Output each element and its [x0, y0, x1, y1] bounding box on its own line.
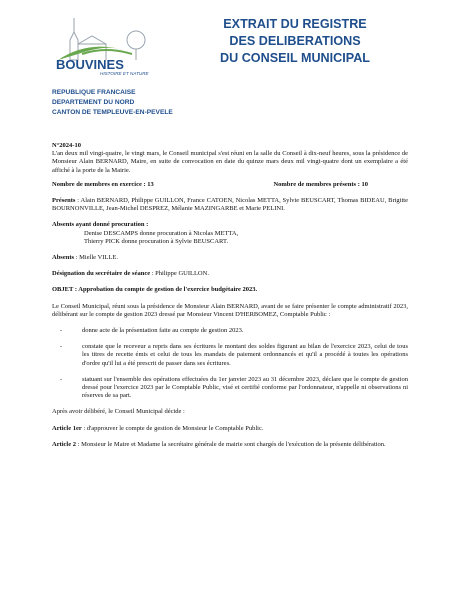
- logo-tagline: HISTOIRE ET NATURE: [100, 71, 149, 76]
- absents-text: : Mielle VILLE.: [74, 254, 118, 262]
- article-1: [52, 425, 408, 433]
- secretaire-label: Désignation du secrétaire de séance: [52, 270, 151, 278]
- presents-text: : Alain BERNARD, Philippe GUILLON, France CATOEN, Nicolas METTA, Sylvie BEUSCART, Thomas BIDEAU, Brigitte BOURNONVILLE, Jean-Michel DESPREZ, Mélanie MAZINGARBE et Marie PELINI.: [52, 197, 408, 213]
- title-line-3: DU CONSEIL MUNICIPAL: [220, 51, 370, 65]
- article-2-label: Article 2: [52, 440, 77, 448]
- bullet-text-1: donne acte de la présentation faite au compte de gestion 2023.: [82, 327, 244, 335]
- members-presents: Nombre de membres présents : 10: [273, 180, 368, 188]
- list-item: [52, 343, 408, 368]
- secretaire-paragraph: [52, 270, 408, 278]
- presents-paragraph: [52, 197, 408, 213]
- logo-brand: BOUVINES: [56, 57, 124, 72]
- absents-paragraph: [52, 254, 408, 262]
- bullet-dash: -: [60, 327, 63, 335]
- article-2: [52, 441, 408, 449]
- objet-line: OBJET : Approbation du compte de gestion de l'exercice budgétaire 2023.: [52, 286, 258, 294]
- secretaire-text: : Philippe GUILLON.: [150, 270, 209, 278]
- procuration-2: Thierry PICK donne procuration à Sylvie BEUSCART.: [84, 237, 229, 245]
- list-item: [52, 327, 408, 335]
- bullet-text-3: statuant sur l'ensemble des opérations effectuées du 1er janvier 2023 au 31 décembre 2023, déclare que le compte de gestion dressé pour l'exercice 2023 par le Comptable Public, visé et certifié conforme par l'ordonnateur, n'appelle ni observations ni réserves de sa part.: [82, 375, 408, 400]
- absents-label: Absents: [52, 254, 75, 262]
- expose-paragraph: Le Conseil Municipal, réuni sous la présidence de Monsieur Alain BERNARD, avant de se faire présenter le compte administratif 2023, délibérant sur le compte de gestion 2023 dressé par Monsieur Vincent D'HERBOMEZ, Comptable Public :: [52, 302, 408, 318]
- bullet-dash: -: [60, 343, 63, 351]
- article-1-label: Article 1er: [52, 424, 82, 432]
- admin-line-canton: CANTON DE TEMPLEUVE-EN-PEVELE: [52, 109, 173, 116]
- admin-line-departement: DEPARTEMENT DU NORD: [52, 99, 135, 106]
- article-2-text: : Monsieur le Maire et Madame la secrétaire générale de mairie sont chargés de l'exécution de la présente délibération.: [76, 440, 386, 448]
- presents-label: Présents: [52, 197, 76, 205]
- decision-intro: Après avoir délibéré, le Conseil Municipal décide :: [52, 408, 185, 416]
- logo-graphic: [48, 14, 158, 76]
- title-line-1: EXTRAIT DU REGISTRE: [223, 17, 367, 31]
- administrative-header: [52, 88, 173, 118]
- bullet-dash: -: [60, 375, 63, 383]
- admin-line-republique: REPUBLIQUE FRANCAISE: [52, 89, 136, 96]
- procuration-1: Denise DESCAMPS donne procuration à Nicolas METTA,: [84, 229, 239, 237]
- members-exercice: Nombre de membres en exercice : 13: [52, 180, 154, 188]
- deliberation-number: N°2024-10: [52, 142, 81, 149]
- bouvines-logo: [48, 14, 158, 76]
- document-title: [186, 16, 404, 67]
- title-line-2: DES DELIBERATIONS: [229, 34, 361, 48]
- list-item: [52, 376, 408, 401]
- members-row: [52, 181, 408, 189]
- deliberation-body: [52, 142, 408, 449]
- procuration-label: Absents ayant donné procuration :: [52, 221, 149, 229]
- intro-paragraph: L'an deux mil vingt-quatre, le vingt mars, le Conseil municipal s'est réuni en la salle du Conseil à dix-neuf heures, sous la présidence de Monsieur Alain BERNARD, Maire, en suite de convocation en date du quinze mars deux mil vingt-quatre dont un exemplaire a été affiché à la porte de la Mairie.: [52, 150, 408, 174]
- article-1-text: : d'approuver le compte de gestion de Monsieur le Comptable Public.: [81, 424, 264, 432]
- bullet-text-2: constate que le receveur a repris dans ses écritures le montant des soldes figurant au bilan de l'exercice 2023, celui de tous les titres de recette émis et celui de tous les mandats de paiement ordonnancés et qu'il a procédé à toutes les opérations d'ordre qu'il lui a été prescrit de passer dans ses écritures.: [82, 343, 408, 367]
